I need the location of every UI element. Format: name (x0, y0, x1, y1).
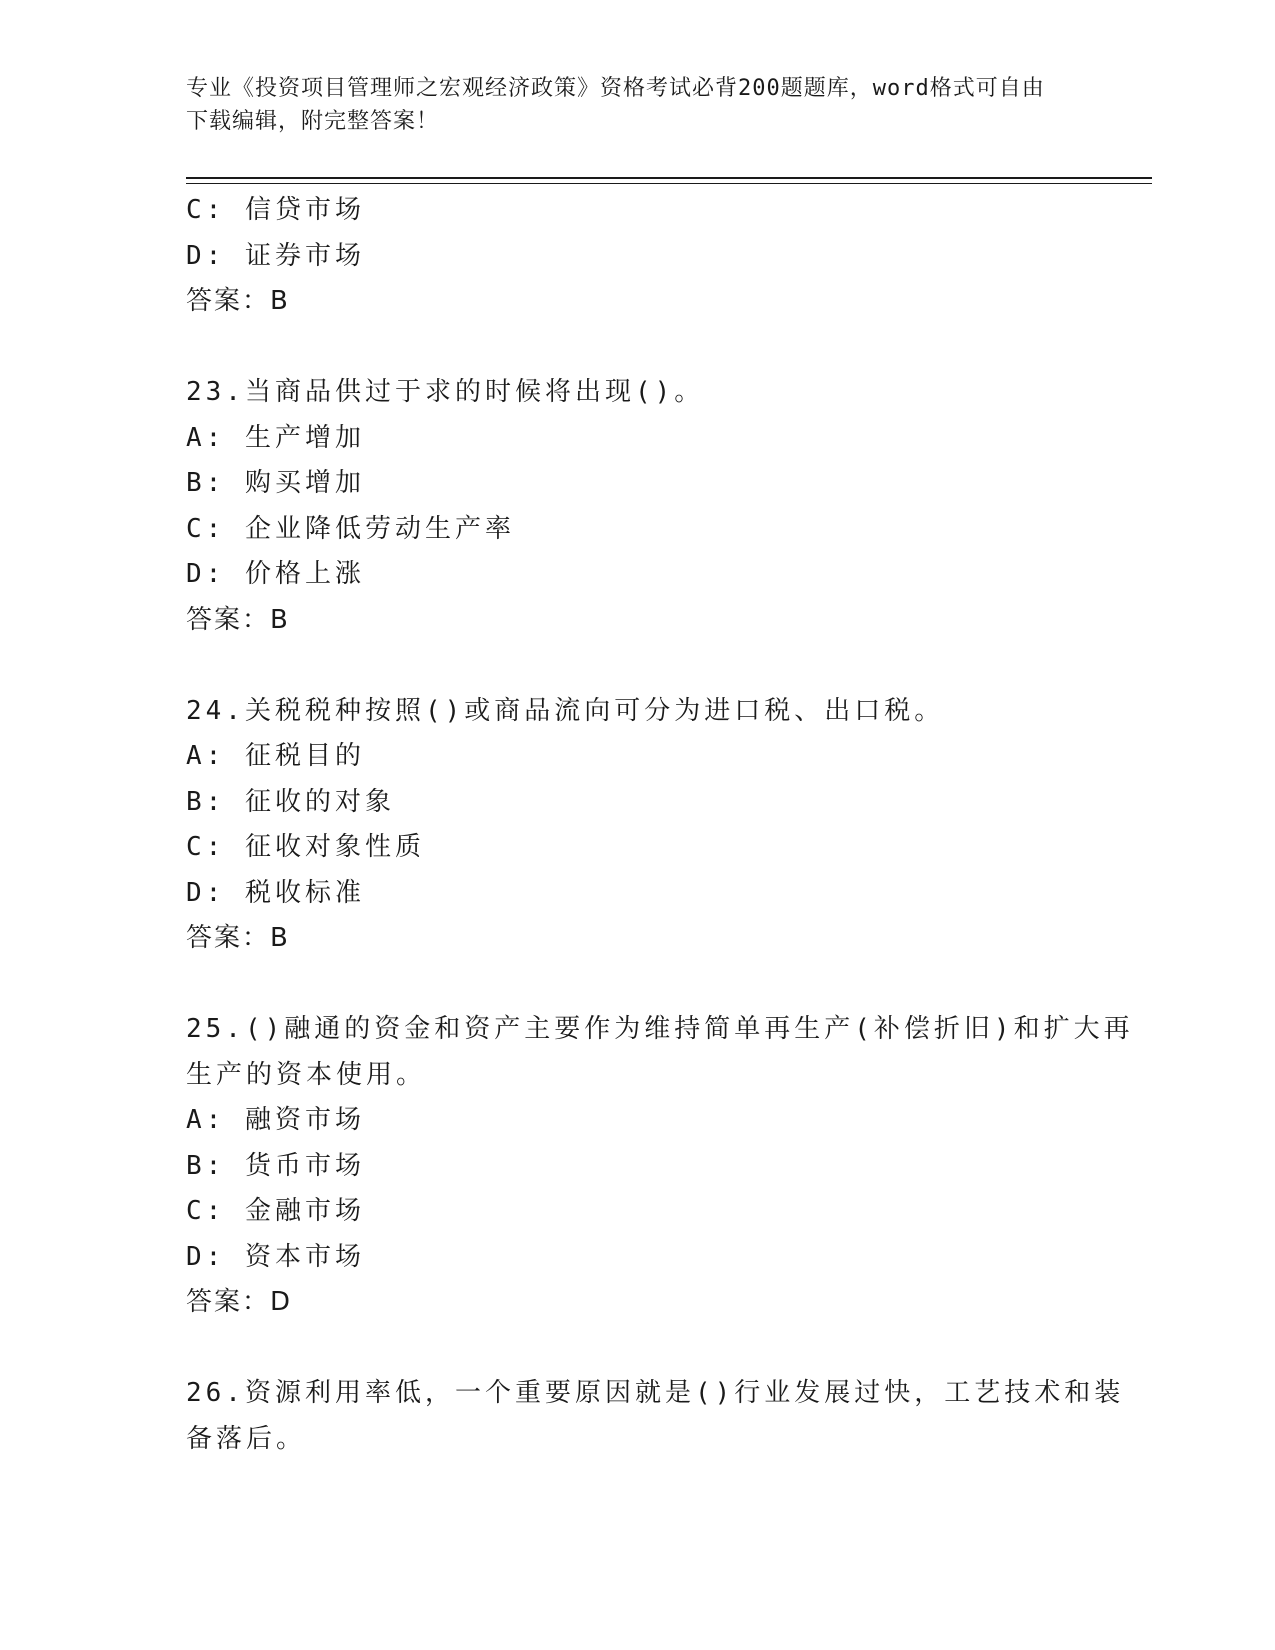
option-c: C: 信贷市场 (186, 195, 365, 225)
question-22-continuation (186, 188, 1086, 325)
option-a: A: 征税目的 (186, 741, 365, 771)
option-b: B: 征收的对象 (186, 786, 395, 817)
option-a: A: 融资市场 (186, 1105, 365, 1135)
option-c: C: 征收对象性质 (186, 832, 425, 862)
question-stem-line-1: 26.资源利用率低，一个重要原因就是()行业发展过快，工艺技术和装 (186, 1378, 1125, 1408)
answer-line: 答案：B (186, 604, 290, 635)
header-rule-thick (186, 177, 1152, 179)
answer-line: 答案：D (186, 1287, 293, 1317)
question-25 (186, 1007, 1134, 1326)
option-d: D: 证券市场 (186, 240, 365, 271)
spacer (186, 1326, 1086, 1372)
question-stem: 24.关税税种按照()或商品流向可分为进口税、出口税。 (186, 695, 945, 726)
header-rule-thin (186, 183, 1152, 184)
spacer (186, 325, 1086, 371)
option-d: D: 资本市场 (186, 1241, 365, 1272)
answer-line: 答案：B (186, 923, 290, 953)
question-23 (186, 370, 1086, 643)
option-d: D: 价格上涨 (186, 559, 365, 589)
option-b: B: 货币市场 (186, 1150, 365, 1181)
page-header: 专业《投资项目管理师之宏观经济政策》资格考试必背200题题库，word格式可自由下载编辑，附完整答案！ (186, 76, 1045, 134)
option-c: C: 金融市场 (186, 1196, 365, 1226)
option-a: A: 生产增加 (186, 422, 365, 453)
option-d: D: 税收标准 (186, 877, 365, 908)
question-26 (186, 1371, 1125, 1462)
question-stem-line-2: 生产的资本使用。 (186, 1059, 427, 1090)
option-c: C: 企业降低劳动生产率 (186, 513, 515, 544)
spacer (186, 643, 1086, 689)
question-stem-line-2: 备落后。 (186, 1423, 307, 1454)
question-stem-line-1: 25.()融通的资金和资产主要作为维持简单再生产(补偿折旧)和扩大再 (186, 1014, 1134, 1044)
question-list (186, 188, 1134, 1462)
spacer (186, 962, 1086, 1008)
question-stem: 23.当商品供过于求的时候将出现()。 (186, 377, 705, 407)
answer-line: 答案：B (186, 286, 290, 316)
option-b: B: 购买增加 (186, 468, 365, 498)
question-24 (186, 689, 1086, 962)
